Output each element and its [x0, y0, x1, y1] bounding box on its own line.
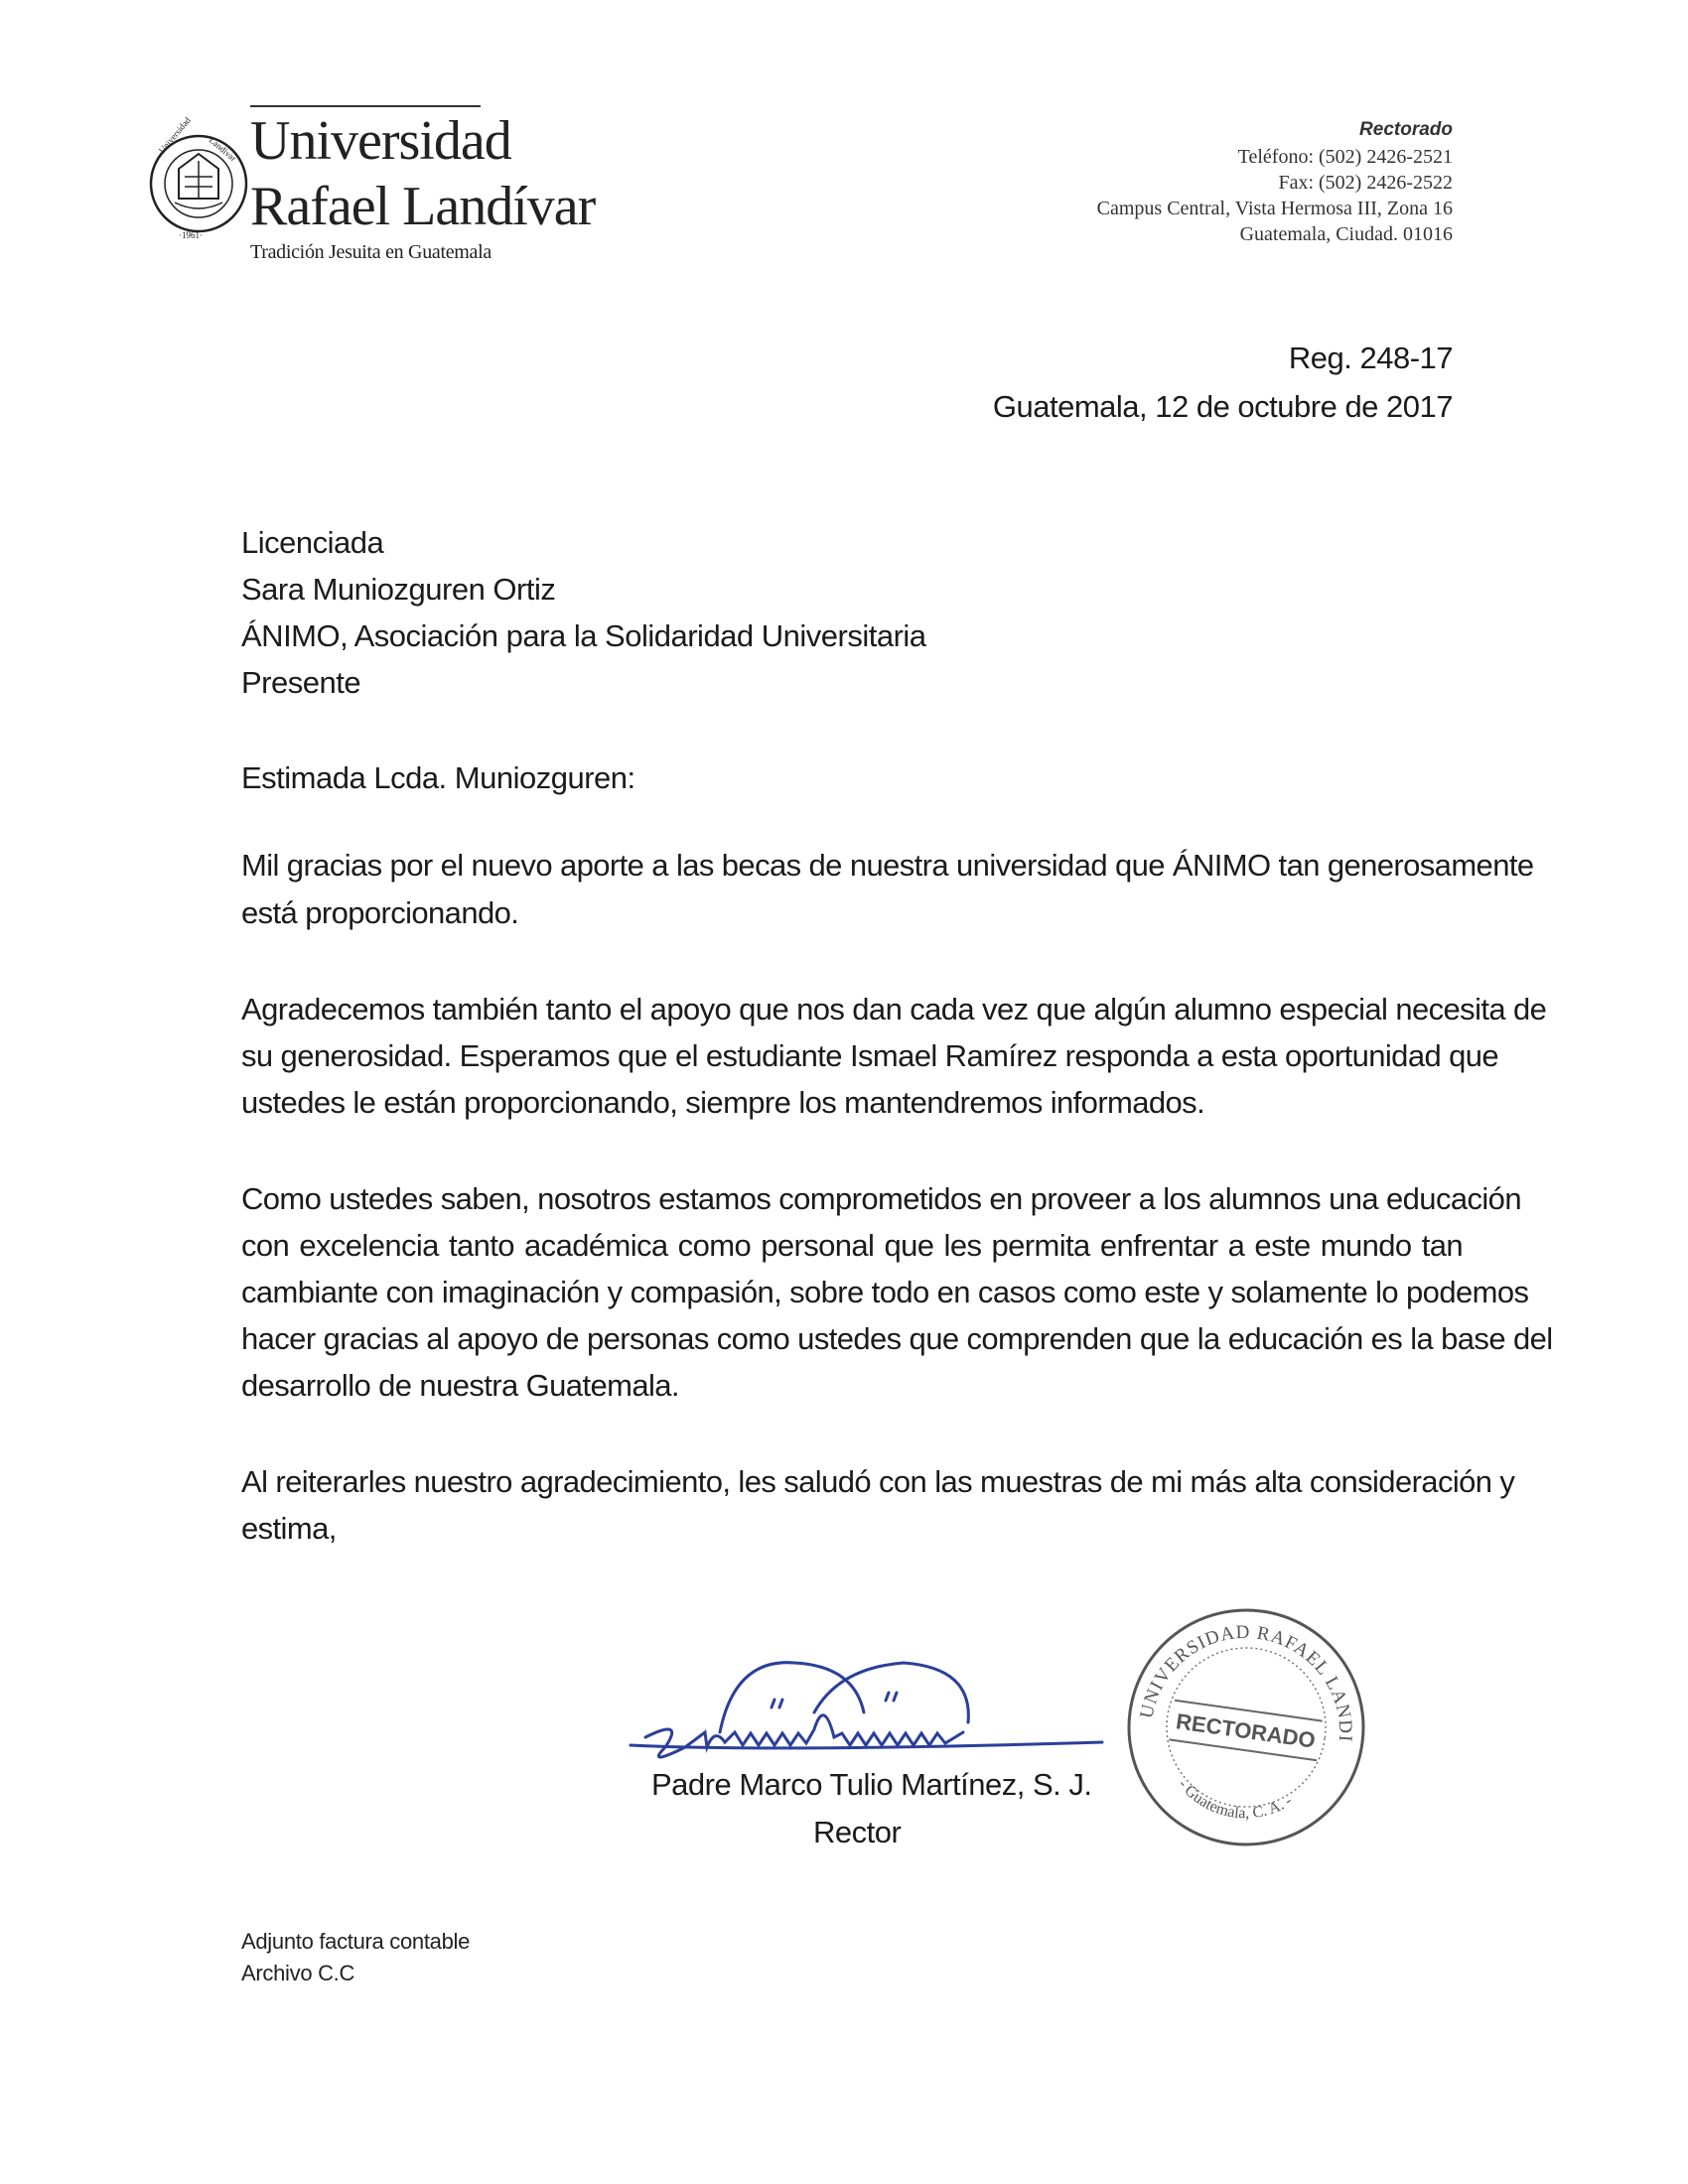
signatory-role: Rector	[813, 1815, 902, 1849]
paragraph-1-line: está proporcionando.	[241, 895, 519, 930]
letter-date: Guatemala, 12 de octubre de 2017	[992, 389, 1453, 424]
footer-attachment-note: Adjunto factura contable	[241, 1929, 471, 1954]
contact-fax: Fax: (502) 2426-2522	[1278, 172, 1453, 194]
paragraph-3-line: Como ustedes saben, nosotros estamos comprometidos en proveer a los alumnos una educación	[241, 1181, 1521, 1216]
rectorado-stamp	[1112, 1593, 1380, 1861]
recipient-name: Sara Muniozguren Ortiz	[241, 572, 556, 607]
signatory-name: Padre Marco Tulio Martínez, S. J.	[651, 1767, 1092, 1802]
svg-text:- Guatemala, C. A. -	[1172, 1775, 1298, 1830]
paragraph-3-line: desarrollo de nuestra Guatemala.	[241, 1368, 679, 1403]
recipient-title: Licenciada	[241, 525, 384, 560]
paragraph-2-line: ustedes le están proporcionando, siempre los mantendremos informados.	[241, 1085, 1205, 1120]
university-tagline: Tradición Jesuita en Guatemala	[250, 241, 492, 263]
contact-address: Campus Central, Vista Hermosa III, Zona 16	[1096, 198, 1453, 219]
paragraph-3-line: cambiante con imaginación y compasión, sobre todo en casos como este y solamente lo podemos	[241, 1275, 1529, 1309]
stamp-center-text: RECTORADO	[1174, 1708, 1318, 1753]
footer-archive-note: Archivo C.C	[241, 1961, 355, 1985]
contact-phone: Teléfono: (502) 2426-2521	[1237, 146, 1453, 168]
svg-text:Universidad: Universidad	[156, 115, 193, 156]
university-name-line2: Rafael Landívar	[250, 176, 596, 237]
paragraph-3-line: hacer gracias al apoyo de personas como ustedes que comprenden que la educación es la base del	[241, 1321, 1553, 1356]
university-name-line1: Universidad	[250, 110, 511, 172]
registration-number: Reg. 248-17	[1288, 341, 1453, 375]
stamp-bottom-text: - Guatemala, C. A. -	[1175, 1776, 1296, 1823]
contact-city: Guatemala, Ciudad. 01016	[1239, 223, 1453, 245]
svg-text:·1961·: ·1961·	[179, 230, 203, 240]
paragraph-4-line: Al reiterarles nuestro agradecimiento, les saludó con las muestras de mi más alta consideración y	[241, 1464, 1515, 1499]
recipient-organization: ÁNIMO, Asociación para la Solidaridad Universitaria	[241, 618, 926, 653]
paragraph-3-line: con excelencia tanto académica como personal que les permita enfrentar a este mundo tan	[241, 1228, 1463, 1263]
paragraph-1-line: Mil gracias por el nuevo aporte a las becas de nuestra universidad que ÁNIMO tan generosamente	[241, 848, 1534, 883]
logo-rule	[250, 105, 481, 107]
paragraph-2-line: Agradecemos también tanto el apoyo que nos dan cada vez que algún alumno especial necesita de	[241, 992, 1547, 1026]
paragraph-4-line: estima,	[241, 1511, 337, 1546]
handwritten-signature	[626, 1638, 1142, 1787]
salutation: Estimada Lcda. Muniozguren:	[241, 760, 635, 795]
contact-office: Rectorado	[1359, 119, 1453, 140]
paragraph-2-line: su generosidad. Esperamos que el estudiante Ismael Ramírez responda a esta oportunidad que	[241, 1038, 1499, 1073]
stamp-outer-text: UNIVERSIDAD RAFAEL LANDIVAR	[1136, 1621, 1356, 1743]
recipient-presente: Presente	[241, 665, 361, 700]
svg-text:Landivar: Landivar	[207, 134, 239, 164]
